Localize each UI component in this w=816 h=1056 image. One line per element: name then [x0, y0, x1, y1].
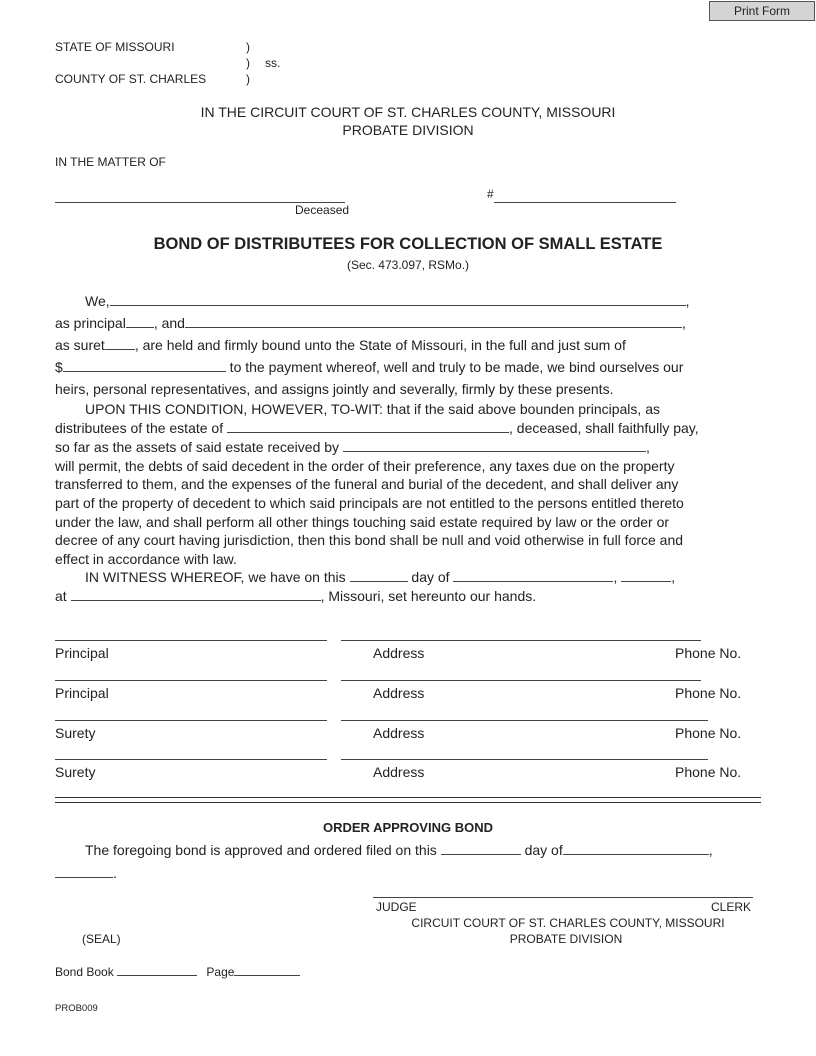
- court-division: PROBATE DIVISION: [342, 122, 474, 138]
- surety-suffix-field[interactable]: [105, 336, 135, 350]
- principal-names-field[interactable]: [110, 292, 686, 306]
- order-day-of-label: day of: [520, 842, 563, 858]
- punct: ,: [681, 315, 686, 331]
- bond-book-label: Bond Book: [55, 965, 118, 979]
- surety-2-signature-field[interactable]: [55, 759, 327, 760]
- signature-role: Principal: [55, 685, 109, 701]
- under-text: under the law, and shall perform all other things touching said estate required by law or the order or: [55, 514, 670, 530]
- condition-text: UPON THIS CONDITION, HOWEVER, TO-WIT: that if the said above bounden principals, as: [85, 401, 660, 417]
- print-form-button[interactable]: Print Form: [709, 1, 815, 21]
- we-label: We,: [85, 293, 110, 309]
- venue-paren: ): [246, 40, 250, 54]
- order-year-field[interactable]: [55, 864, 113, 878]
- form-id: PROB009: [55, 1003, 98, 1014]
- matter-label: IN THE MATTER OF: [55, 155, 166, 169]
- order-text: The foregoing bond is approved and ordered filed on this: [85, 842, 441, 858]
- part-text: part of the property of decedent to which said principals are not entitled to the persons entitled thereto: [55, 495, 684, 511]
- deceased-label: Deceased: [295, 203, 350, 217]
- heirs-text: heirs, personal representatives, and assigns jointly and severally, firmly by these presents.: [55, 381, 614, 397]
- order-day-field[interactable]: [441, 841, 521, 855]
- signature-role: Surety: [55, 725, 96, 741]
- principal-suffix-field[interactable]: [126, 314, 154, 328]
- witness-month-field[interactable]: [453, 568, 613, 582]
- payment-text: to the payment whereof, well and truly to be made, we bind ourselves our: [225, 359, 684, 375]
- signature-address-label: Address: [373, 725, 425, 741]
- day-of-label: day of: [407, 569, 454, 585]
- surety-names-field[interactable]: [185, 314, 682, 328]
- witness-day-field[interactable]: [350, 568, 408, 582]
- bond-amount-field[interactable]: [63, 358, 226, 372]
- punct: ,: [645, 439, 650, 455]
- as-principal-label: as principal: [55, 315, 126, 331]
- signature-phone-label: Phone No.: [675, 764, 742, 780]
- ss-label: ss.: [265, 56, 281, 70]
- signature-role: Surety: [55, 764, 96, 780]
- missouri-hands-text: , Missouri, set hereunto our hands.: [320, 588, 537, 604]
- judge-division-line: PROBATE DIVISION: [509, 932, 623, 946]
- at-label: at: [55, 588, 71, 604]
- form-statute: (Sec. 473.097, RSMo.): [346, 258, 470, 272]
- so-far-text: so far as the assets of said estate received by: [55, 439, 343, 455]
- state-label: STATE OF MISSOURI: [55, 40, 175, 54]
- received-by-field[interactable]: [343, 438, 646, 452]
- case-number-prefix: #: [487, 187, 494, 201]
- principal-1-address-field[interactable]: [341, 640, 701, 641]
- decree-text: decree of any court having jurisdiction, then this bond shall be null and void otherwise in full force and: [55, 532, 684, 548]
- seal-label: (SEAL): [82, 932, 121, 946]
- signature-phone-label: Phone No.: [675, 645, 742, 661]
- distributees-text: distributees of the estate of: [55, 420, 227, 436]
- punct: ,: [685, 293, 690, 309]
- order-title: ORDER APPROVING BOND: [323, 820, 493, 835]
- surety-2-address-field[interactable]: [341, 759, 708, 760]
- bond-book-field[interactable]: [117, 964, 197, 976]
- page-label: Page: [206, 965, 235, 979]
- venue-paren: ): [246, 72, 250, 86]
- witness-text: IN WITNESS WHEREOF, we have on this: [85, 569, 350, 585]
- judge-court-line: CIRCUIT COURT OF ST. CHARLES COUNTY, MISSOURI: [411, 916, 725, 930]
- principal-2-address-field[interactable]: [341, 680, 701, 681]
- form-title: BOND OF DISTRIBUTEES FOR COLLECTION OF SMALL ESTATE: [153, 235, 663, 253]
- county-label: COUNTY OF ST. CHARLES: [55, 72, 207, 86]
- principal-2-signature-field[interactable]: [55, 680, 327, 681]
- signature-phone-label: Phone No.: [675, 725, 742, 741]
- venue-paren: ): [246, 56, 250, 70]
- principal-1-signature-field[interactable]: [55, 640, 327, 641]
- case-number-field[interactable]: [494, 202, 676, 203]
- court-heading: IN THE CIRCUIT COURT OF ST. CHARLES COUNTY, MISSOURI: [200, 104, 616, 120]
- clerk-label: CLERK: [711, 900, 752, 914]
- order-month-field[interactable]: [563, 841, 709, 855]
- surety-1-address-field[interactable]: [341, 720, 708, 721]
- dollar-sign: $: [55, 359, 63, 375]
- witness-year-field[interactable]: [621, 568, 671, 582]
- judge-clerk-signature-field[interactable]: [373, 897, 753, 898]
- estate-of-field[interactable]: [227, 419, 509, 433]
- witness-location-field[interactable]: [71, 587, 321, 601]
- deceased-pay-text: , deceased, shall faithfully pay,: [509, 420, 699, 436]
- signature-address-label: Address: [373, 645, 425, 661]
- as-surety-label: as suret: [55, 337, 105, 353]
- section-divider: [55, 797, 761, 803]
- and-label: , and: [153, 315, 185, 331]
- transferred-text: transferred to them, and the expenses of the funeral and burial of the decedent, and shall deliver any: [55, 476, 679, 492]
- punct: .: [113, 865, 117, 881]
- punct: ,: [671, 569, 676, 585]
- effect-text: effect in accordance with law.: [55, 551, 237, 567]
- punct: ,: [613, 569, 618, 585]
- signature-role: Principal: [55, 645, 109, 661]
- punct: ,: [708, 842, 713, 858]
- page-field[interactable]: [234, 964, 300, 976]
- signature-address-label: Address: [373, 764, 425, 780]
- signature-address-label: Address: [373, 685, 425, 701]
- surety-1-signature-field[interactable]: [55, 720, 327, 721]
- signature-phone-label: Phone No.: [675, 685, 742, 701]
- judge-label: JUDGE: [376, 900, 417, 914]
- permit-text: will permit, the debts of said decedent in the order of their preference, any taxes due on the property: [55, 458, 675, 474]
- held-bound-text: , are held and firmly bound unto the State of Missouri, in the full and just sum of: [134, 337, 626, 353]
